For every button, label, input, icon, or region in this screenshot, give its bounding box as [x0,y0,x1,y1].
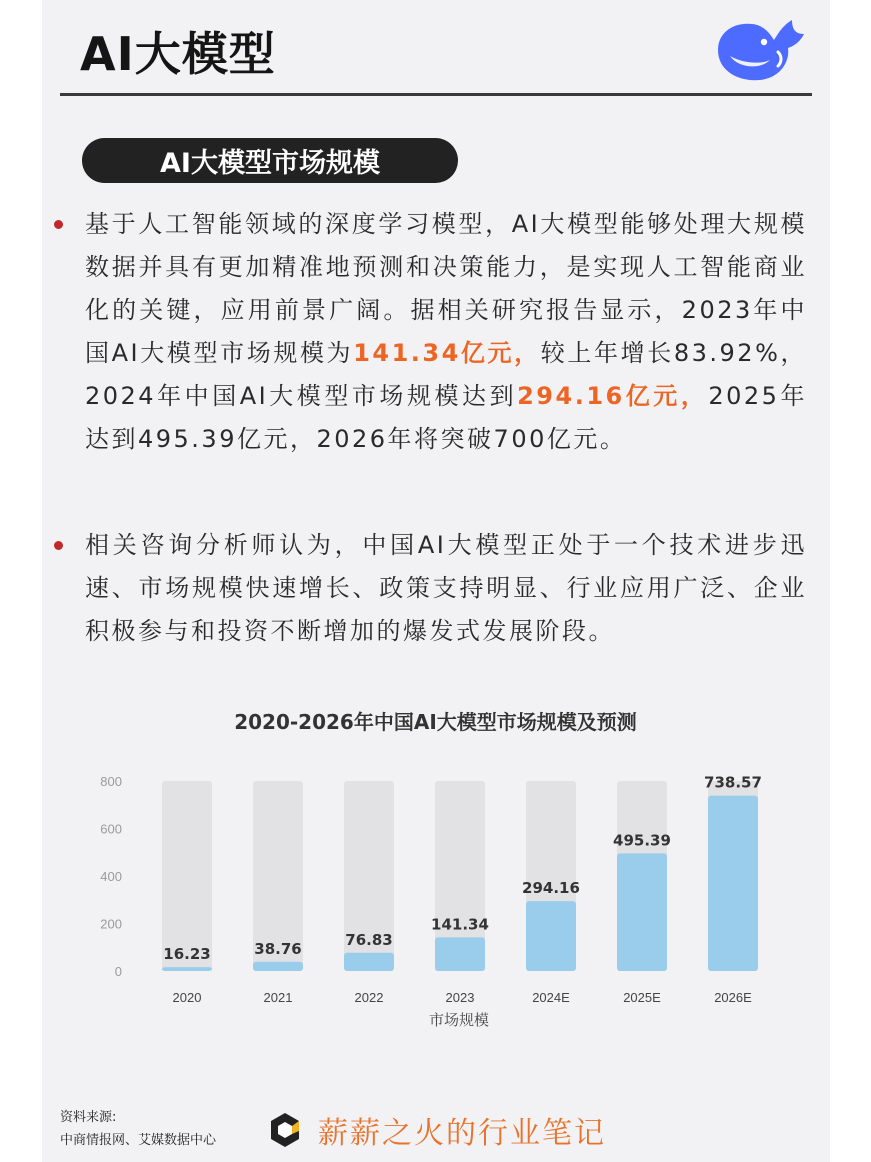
source-note [60,1106,216,1152]
x-tick-label: 2024E [532,990,570,1005]
y-tick-label: 400 [100,869,122,884]
brand-name: 薪薪之火的行业笔记 [318,1116,606,1151]
data-label: 16.23 [163,945,211,964]
x-tick-label: 2021 [263,990,293,1005]
y-tick-label: 800 [100,774,122,789]
x-tick-label: 2020 [172,990,202,1005]
section-heading-text: AI大模型市场规模 [160,148,380,179]
bar [617,853,667,971]
data-label: 495.39 [613,831,671,850]
data-label: 76.83 [345,930,393,949]
x-tick-label: 2023 [445,990,475,1005]
hexagon-logo-icon [268,1111,302,1149]
bar [344,953,394,971]
bar [435,937,485,971]
y-tick-label: 200 [100,916,122,932]
y-tick-label: 600 [100,821,122,837]
data-label: 38.76 [254,939,302,958]
highlight-2023-value: 141.34亿元， [353,339,541,367]
paragraph-text: 较上年增长83.92%，2024年中国AI大模型市场规模达到 [85,339,808,410]
paragraph-text: 2025年达到495.39亿元，2026年将突破700亿元。 [85,382,807,453]
source-label: 资料来源: [60,1110,117,1125]
x-tick-label: 2022 [354,990,384,1005]
bar-track [162,781,212,971]
source-text: 中商情报网、艾媒数据中心 [60,1133,217,1148]
bar [526,901,576,971]
data-label: 738.57 [704,773,762,792]
data-label: 294.16 [522,879,580,898]
paragraph-text: 基于人工智能领域的深度学习模型，AI大模型能够处理大规模数据并具有更加精准地预测和决策能力，是实现人工智能商业化的关键，应用前景广阔。据相关研究报告显示，2023年中国AI大模型市场规模为 [85,210,807,367]
x-axis-label: 市场规模 [428,1011,490,1029]
bar [162,967,212,971]
paragraph-text: 相关咨询分析师认为，中国AI大模型正处于一个技术进步迅速、市场规模快速增长、政策支持明显、行业应用广泛、企业积极参与和投资不断增加的爆发式发展阶段。 [85,531,807,645]
bar [708,796,758,971]
y-tick-label: 0 [114,964,122,979]
chart-title: 2020-2026年中国AI大模型市场规模及预测 [234,710,637,734]
highlight-2024-value: 294.16亿元， [517,382,709,410]
data-label: 141.34 [431,915,489,934]
page-title: AI大模型 [80,27,276,81]
x-tick-label: 2026E [714,990,752,1005]
x-tick-label: 2025E [623,990,661,1005]
bar [253,962,303,971]
